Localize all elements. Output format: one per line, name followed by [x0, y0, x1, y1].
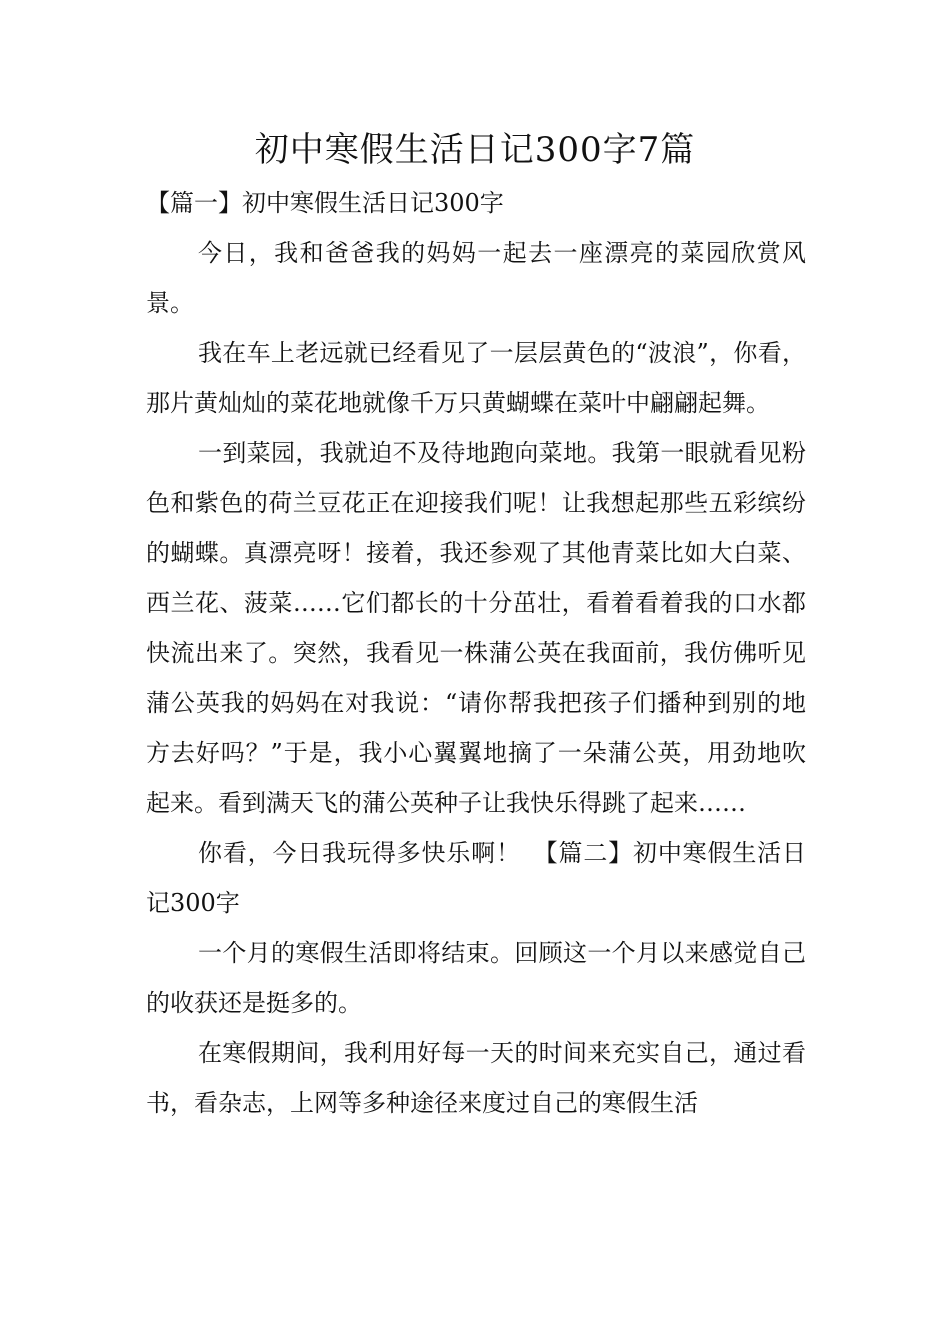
paragraph-6: 在寒假期间，我利用好每一天的时间来充实自己，通过看书，看杂志，上网等多种途径来度过自己的寒假生活: [146, 1039, 806, 1117]
section-heading-1: 【篇一】初中寒假生活日记300字: [146, 189, 504, 217]
paragraph-2: 我在车上老远就已经看见了一层层黄色的“波浪”，你看，那片黄灿灿的菜花地就像千万只黄蝴蝶在菜叶中翩翩起舞。: [146, 339, 806, 417]
document-body: [146, 178, 806, 1128]
document-title: 初中寒假生活日记300字7篇: [254, 130, 696, 170]
paragraph-5: 一个月的寒假生活即将结束。回顾这一个月以来感觉自己的收获还是挺多的。: [146, 939, 806, 1017]
paragraph-1: 今日，我和爸爸我的妈妈一起去一座漂亮的菜园欣赏风景。: [146, 239, 806, 317]
paragraph-3: 一到菜园，我就迫不及待地跑向菜地。我第一眼就看见粉色和紫色的荷兰豆花正在迎接我们呢！让我想起那些五彩缤纷的蝴蝶。真漂亮呀！接着，我还参观了其他青菜比如大白菜、西兰花、菠菜……它们都长的十分茁壮，看着看着我的口水都快流出来了。突然，我看见一株蒲公英在我面前，我仿佛听见蒲公英我的妈妈在对我说：“请你帮我把孩子们播种到别的地方去好吗？”于是，我小心翼翼地摘了一朵蒲公英，用劲地吹起来。看到满天飞的蒲公英种子让我快乐得跳了起来……: [146, 439, 806, 817]
paragraph-4: 你看，今日我玩得多快乐啊！ 【篇二】初中寒假生活日记300字: [146, 839, 806, 917]
